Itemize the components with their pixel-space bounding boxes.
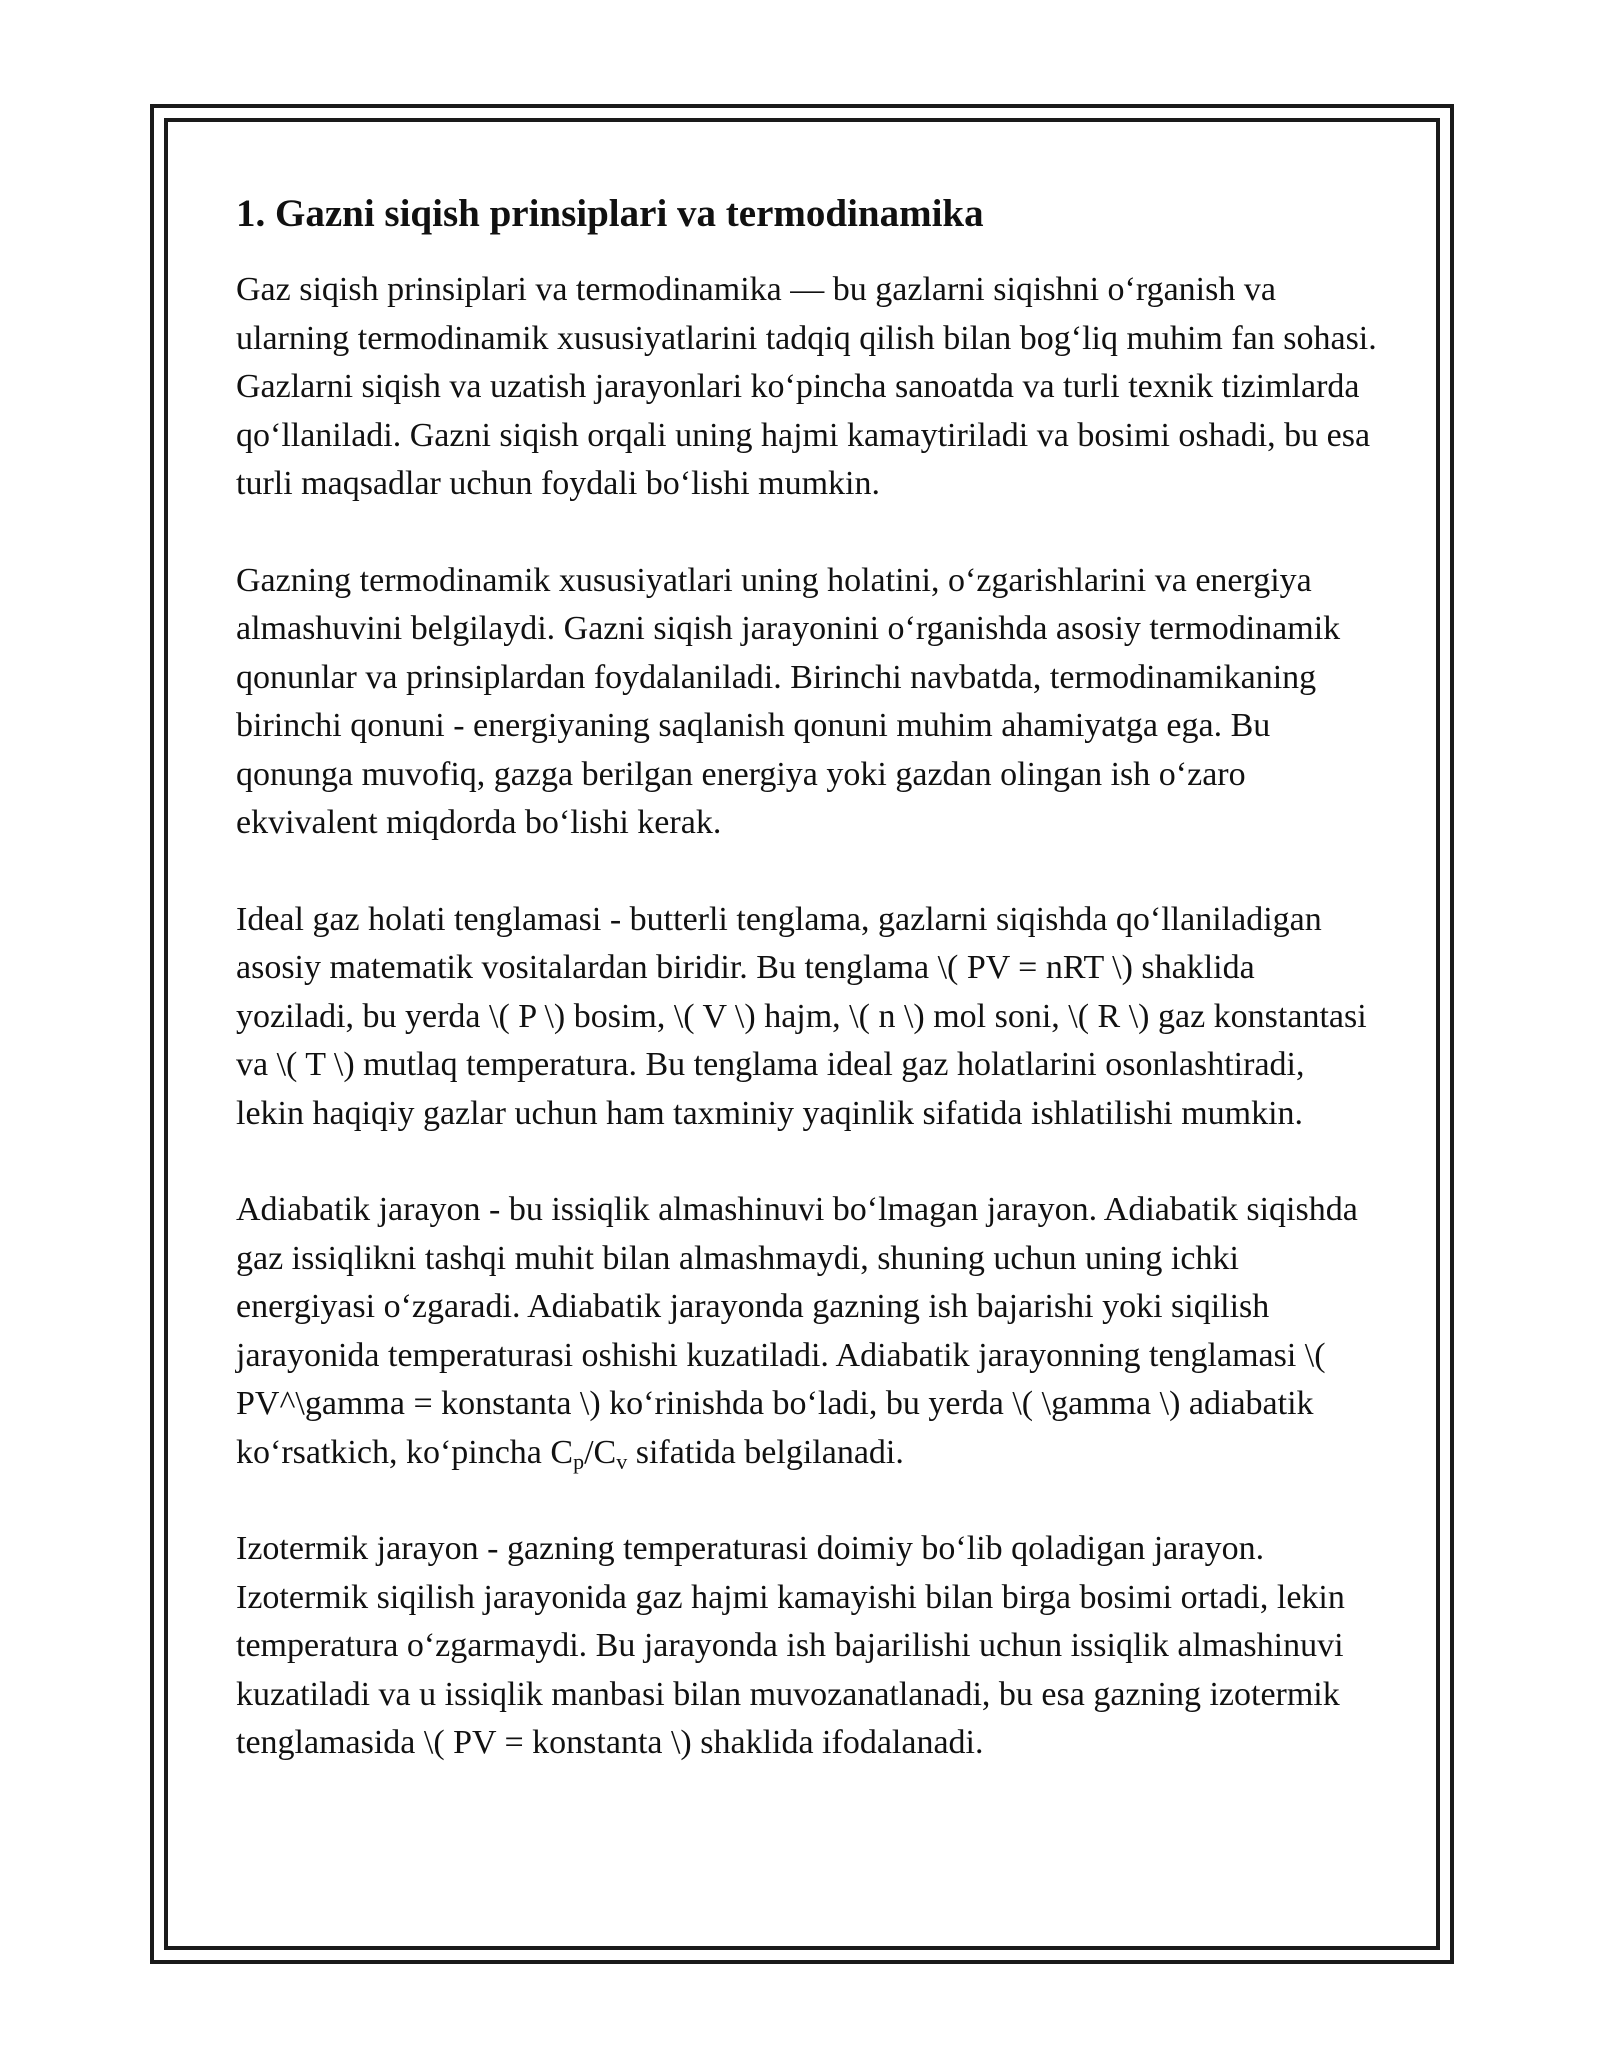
cp-subscript: p [573,1448,585,1474]
adiabatic-text-end: sifatida belgilanadi. [627,1433,904,1471]
cp-symbol: C [550,1433,574,1471]
paragraph-intro: Gaz siqish prinsiplari va termodinamika — bu gazlarni siqishni oʻrganish va ularning termodinamik xususiyatlarini tadqiq qilish bilan bogʻliq muhim fan sohasi. Gazlarni siqish va uzatish jarayonlari koʻpincha sanoatda va turli texnik tizimlarda qoʻllaniladi. Gazni siqish orqali uning hajmi kamaytiriladi va bosimi oshadi, bu esa turli maqsadlar uchun foydali boʻlishi mumkin. [236,271,1377,502]
paragraph-thermodynamic-properties: Gazning termodinamik xususiyatlari uning holatini, oʻzgarishlarini va energiya almashuvini belgilaydi. Gazni siqish jarayonini oʻrganishda asosiy termodinamik qonunlar va prinsiplardan foydalaniladi. Birinchi navbatda, termodinamikaning birinchi qonuni - energiyaning saqlanish qonuni muhim ahamiyatga ega. Bu qonunga muvofiq, gazga berilgan energiya yoki gazdan olingan ish oʻzaro ekvivalent miqdorda boʻlishi kerak. [236,561,1341,841]
cv-symbol: C [593,1433,617,1471]
adiabatic-text: Adiabatik jarayon - bu issiqlik almashinuvi boʻlmagan jarayon. Adiabatik siqishda gaz issiqlikni tashqi muhit bilan almashmaydi, shuning uchun uning ichki energiyasi oʻzgaradi. Adiabatik jarayonda gazning ish bajarishi yoki siqilish jarayonida temperaturasi oshishi kuzatiladi. Adiabatik jarayonning tenglamasi \( PV^\gamma = konstanta \) koʻrinishda boʻladi, bu yerda \( \gamma \) adiabatik koʻrsatkich, koʻpincha [236,1191,1358,1471]
paragraph-ideal-gas-equation: Ideal gaz holati tenglamasi - butterli tenglama, gazlarni siqishda qoʻllaniladigan asosiy matematik vositalardan biridir. Bu tenglama \( PV = nRT \) shaklida yoziladi, bu yerda \( P \) bosim, \( V \) hajm, \( n \) mol soni, \( R \) gaz konstantasi va \( T \) mutlaq temperatura. Bu tenglama ideal gaz holatlarini osonlashtiradi, lekin haqiqiy gazlar uchun ham taxminiy yaqinlik sifatida ishlatilishi mumkin. [236,900,1367,1132]
paragraph-isothermal-process: Izotermik jarayon - gazning temperaturasi doimiy boʻlib qoladigan jarayon. Izotermik siqilish jarayonida gaz hajmi kamayishi bilan birga bosimi ortadi, lekin temperatura oʻzgarmaydi. Bu jarayonda ish bajarilishi uchun issiqlik almashinuvi kuzatiladi va u issiqlik manbasi bilan muvozanatlanadi, bu esa gazning izotermik tenglamasida \( PV = konstanta \) shaklida ifodalanadi. [236,1530,1345,1761]
ratio-slash: / [584,1433,594,1471]
cv-subscript: v [616,1448,628,1474]
document-body [236,186,1378,1816]
paragraph-adiabatic-process [236,1186,1378,1477]
section-heading: 1. Gazni siqish prinsiplari va termodinamika [236,192,984,235]
